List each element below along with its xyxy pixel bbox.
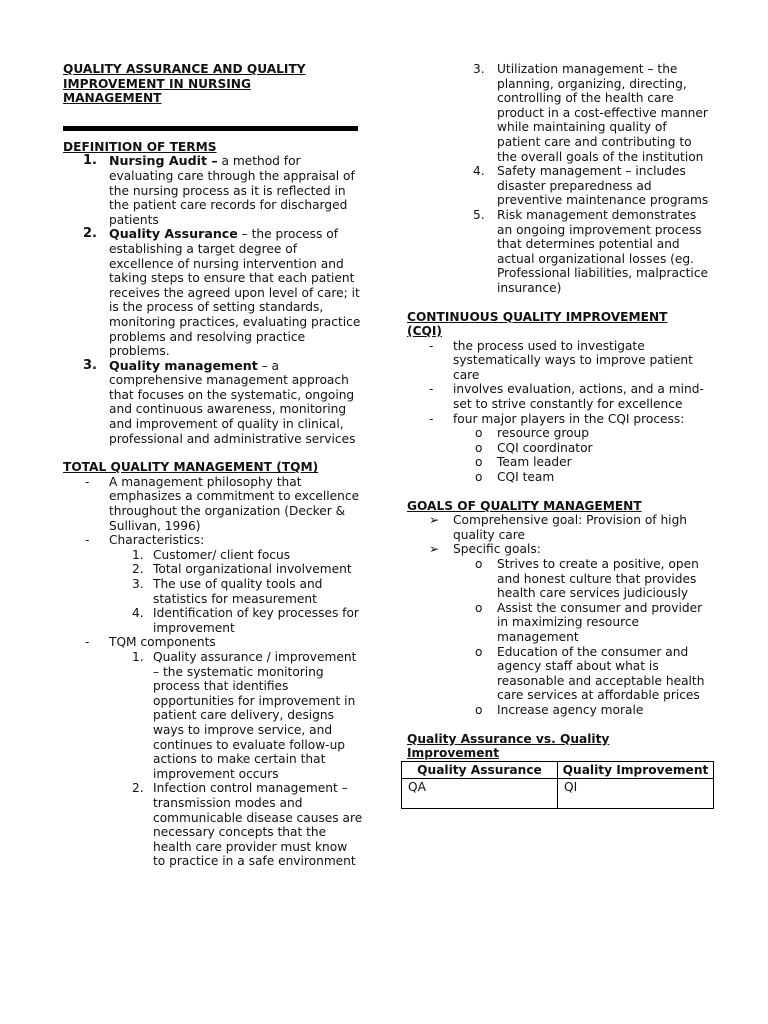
characteristic-item: 1. Customer/ client focus: [132, 547, 291, 562]
definitions-list: [63, 154, 363, 446]
characteristic-item: 2. Total organizational involvement: [132, 562, 352, 577]
right-column: [407, 62, 713, 809]
definition-term: Quality Assurance: [109, 226, 238, 242]
specific-goal: o Assist the consumer and provider in maximizing resource management: [475, 600, 703, 644]
definition-item: [63, 227, 363, 358]
goal-comprehensive: ➢ Comprehensive goal: Provision of high quality care: [429, 513, 688, 542]
cqi-player: o resource group: [475, 426, 589, 441]
comparison-heading: Quality Assurance vs. Quality Improvement: [407, 731, 610, 761]
characteristics-label: Characteristics:: [109, 533, 205, 548]
cqi-heading: CONTINUOUS QUALITY IMPROVEMENT (CQI): [407, 309, 668, 339]
goal-specific-label: ➢ Specific goals:: [429, 542, 541, 557]
component-item: 4. Safety management – includes disaster preparedness ad preventive maintenance programs: [473, 164, 709, 208]
item-number: 3.: [83, 357, 97, 373]
dash-marker: -: [85, 635, 90, 650]
comparison-header-row: [402, 761, 714, 779]
comparison-table: [401, 761, 714, 810]
specific-goals-list: [407, 557, 713, 718]
tqm-heading: TOTAL QUALITY MANAGEMENT (TQM): [63, 460, 319, 475]
definition-item: [63, 359, 363, 447]
cqi-player: o CQI coordinator: [475, 440, 593, 455]
component-item: 3. Utilization management – the planning, organizing, directing, controlling of the health care product in a cost-effective manner while maintaining quality of patient care and contributing to the overall goals of the institution: [473, 62, 708, 164]
cqi-point: - involves evaluation, actions, and a mind-set to strive constantly for excellence: [429, 382, 704, 412]
characteristics-list: [63, 548, 363, 636]
header-quality-assurance: Quality Assurance: [402, 761, 558, 779]
cqi-players-list: [407, 426, 713, 484]
components-label: TQM components: [109, 635, 216, 650]
left-column: [63, 62, 363, 869]
characteristic-item: 3. The use of quality tools and statistics for measurement: [132, 577, 323, 606]
title-divider: [63, 126, 358, 131]
header-quality-improvement: Quality Improvement: [558, 761, 714, 779]
component-item: 5. Risk management demonstrates an ongoing improvement process that determines potential and actual organizational losses (eg. Professional liabilities, malpractice insurance): [473, 207, 709, 295]
cell-qa: QA: [402, 779, 558, 809]
specific-goal: o Strives to create a positive, open and honest culture that provides health care services judiciously: [475, 557, 699, 601]
components-label-row: [63, 635, 363, 650]
specific-goal: o Increase agency morale: [475, 702, 644, 717]
characteristic-item: 4. Identification of key processes for improvement: [132, 606, 359, 635]
item-number: 2.: [83, 226, 97, 242]
comparison-row: [402, 779, 714, 809]
characteristics-label-row: [63, 533, 363, 548]
arrow-bullet-icon: ➢: [429, 542, 440, 557]
definition-term: Nursing Audit –: [109, 153, 218, 169]
component-item: 2. Infection control management – transmission modes and communicable disease causes are necessary concepts that the health care provider must know to practice in a safe environment: [132, 781, 363, 869]
components-list-part1: [63, 650, 363, 869]
arrow-bullet-icon: ➢: [429, 513, 440, 528]
component-item: 1. Quality assurance / improvement – the systematic monitoring process that identifies opportunities for improvement in patient care delivery, designs ways to improve service, and continues to evaluate follow-up actions to make certain that improvement occurs: [132, 649, 357, 781]
cqi-player: o Team leader: [475, 455, 572, 470]
definition-item: [63, 154, 363, 227]
tqm-intro-text: A management philosophy that emphasizes a commitment to excellence throughout the organization (Decker & Sullivan, 1996): [109, 474, 360, 533]
tqm-intro: [63, 475, 363, 533]
cell-qi: QI: [558, 779, 714, 809]
definition-text: a method for evaluating care through the appraisal of the nursing process as it is reflected in the patient care records for discharged patients: [109, 154, 355, 227]
cqi-point: - the process used to investigate systematically ways to improve patient care: [429, 338, 693, 382]
document-title: QUALITY ASSURANCE AND QUALITY IMPROVEMENT IN NURSING MANAGEMENT: [63, 62, 306, 106]
dash-marker: -: [85, 533, 90, 548]
cqi-point: - four major players in the CQI process:: [429, 411, 685, 426]
definition-term: Quality management: [109, 357, 258, 373]
item-number: 1.: [83, 153, 97, 169]
goals-heading: GOALS OF QUALITY MANAGEMENT: [407, 498, 642, 513]
components-list-part2: [407, 62, 713, 296]
dash-marker: -: [85, 474, 90, 489]
specific-goal: o Education of the consumer and agency staff about what is reasonable and acceptable health care services at affordable prices: [475, 644, 705, 703]
definition-text: – a comprehensive management approach that focuses on the systematic, ongoing and continuous awareness, monitoring and improvement of quality in clinical, professional and administrative services: [109, 358, 356, 446]
definitions-heading: DEFINITION OF TERMS: [63, 139, 217, 154]
cqi-player: o CQI team: [475, 470, 555, 485]
definition-text: – the process of establishing a target degree of excellence of nursing intervention and taking steps to ensure that each patient receives the agreed upon level of care; it is the process of setting standards, monitoring practices, evaluating practice problems and resolving practice problems.: [109, 227, 361, 359]
